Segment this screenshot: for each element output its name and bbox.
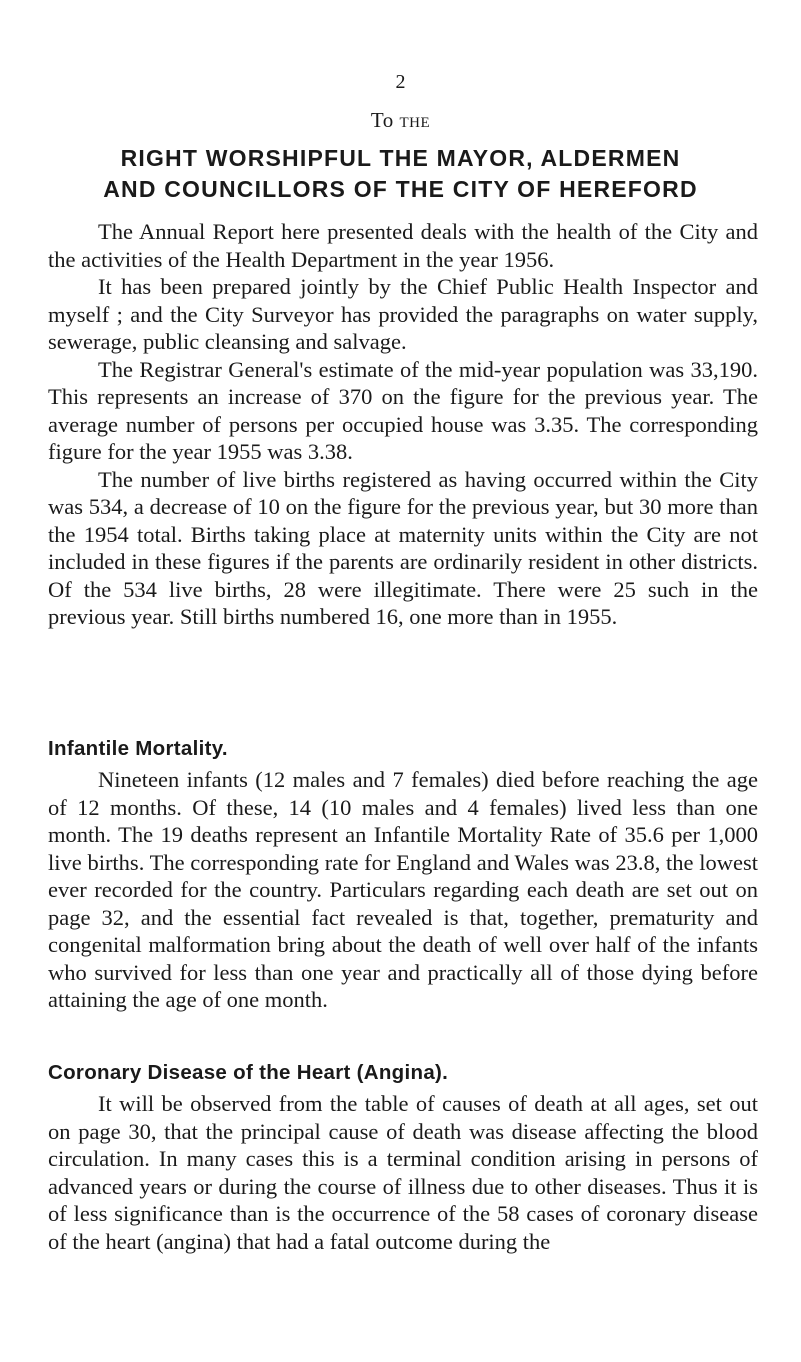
salutation-prefix: To	[370, 108, 394, 132]
coronary-disease-heading: Coronary Disease of the Heart (Angina).	[48, 1061, 449, 1084]
address-title-line-2: AND COUNCILLORS OF THE CITY OF HEREFORD	[103, 176, 698, 202]
salutation	[0, 108, 801, 133]
infantile-mortality-paragraph: Nineteen infants (12 males and 7 females) died before reaching the age of 12 months. Of these, 14 (10 males and 4 females) lived less than one month. The 19 deaths represent an Infantile Mortality Rate of 35.6 per 1,000 live births. The corresponding rate for England and Wales was 23.8, the lowest ever recorded for the country. Particulars regarding each death are set out on page 32, and the essential fact revealed is that, together, prematurity and congenital malformation bring about the death of well over half of the infants who survived for less than one year and practically all of those dying before attaining the age of one month.	[48, 767, 758, 1012]
intro-paragraph: The Annual Report here presented deals with the health of the City and the activities of the Health Department in the year 1956.	[48, 219, 758, 272]
salutation-suffix: the	[399, 108, 431, 132]
intro-paragraph: The number of live births registered as having occurred within the City was 534, a decrease of 10 on the figure for the previous year, but 30 more than the 1954 total. Births taking place at maternity units within the City are not included in these figures if the parents are ordinarily resident in other districts. Of the 534 live births, 28 were illegitimate. There were 25 such in the previous year. Still births numbered 16, one more than in 1955.	[48, 466, 758, 629]
intro-section	[48, 218, 758, 631]
coronary-disease-paragraph: It will be observed from the table of causes of death at all ages, set out on page 30, that the principal cause of death was disease affecting the blood circulation. In many cases this is a terminal condition arising in persons of advanced years or during the course of illness due to other diseases. Thus it is of less significance than is the occurrence of the 58 cases of coronary disease of the heart (angina) that had a fatal outcome during the	[48, 1091, 758, 1254]
coronary-disease-section	[48, 1090, 758, 1255]
page-number: 2	[395, 71, 406, 93]
intro-paragraph: The Registrar General's estimate of the mid-year population was 33,190. This represents an increase of 370 on the figure for the previous year. The average number of persons per occupied house was 3.35. The corresponding figure for the year 1955 was 3.38.	[48, 356, 758, 464]
intro-paragraph: It has been prepared jointly by the Chief Public Health Inspector and myself ; and the City Surveyor has provided the paragraphs on water supply, sewerage, public cleansing and salvage.	[48, 274, 758, 354]
infantile-mortality-section	[48, 766, 758, 1014]
infantile-mortality-heading: Infantile Mortality.	[48, 737, 228, 760]
address-title-line-1: RIGHT WORSHIPFUL THE MAYOR, ALDERMEN	[120, 145, 681, 171]
